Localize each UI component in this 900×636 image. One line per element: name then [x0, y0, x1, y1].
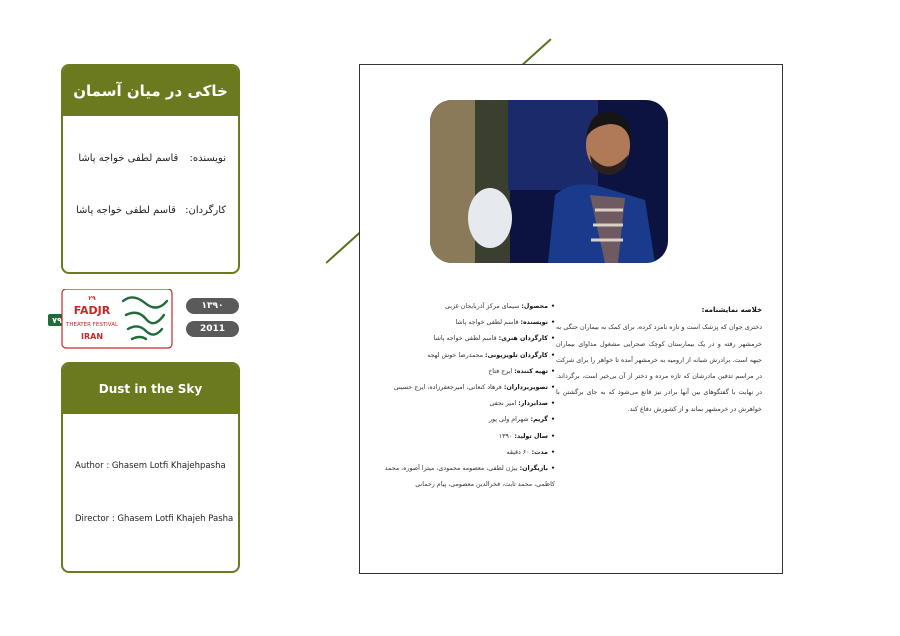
logo-subtitle: THEATER FESTIVAL	[65, 322, 119, 328]
credit-label: تهیه کننده:	[514, 367, 548, 375]
credit-label: کارگردان هنری:	[498, 335, 548, 343]
credit-value: ۶۰ دقیقه	[506, 448, 530, 456]
director-label: کارگردان:	[185, 205, 226, 216]
synopsis-title: خلاصه نمایشنامه:	[701, 306, 762, 314]
credit-value: ۱۳۹۰	[498, 432, 513, 440]
scene-photo-graphic	[430, 100, 668, 263]
credit-value: محمدرضا خوش لهجه	[427, 351, 484, 359]
credit-label: سال تولید:	[514, 432, 548, 440]
decorative-line	[520, 38, 551, 66]
credit-value: امیر نجفی	[489, 400, 517, 408]
credit-value: قاسم لطفی خواجه پاشا	[455, 319, 519, 327]
credit-item	[365, 348, 555, 364]
year-english-badge: 2011	[186, 321, 239, 337]
credit-value: قاسم لطفی خواجه پاشا	[433, 335, 497, 343]
credit-label: نویسنده:	[520, 319, 548, 327]
scene-photo	[430, 100, 668, 263]
persian-info-card	[61, 64, 240, 274]
english-title: Dust in the Sky	[63, 364, 238, 414]
author-label: نویسنده:	[189, 153, 226, 164]
credit-label: کارگردان تلویزیونی:	[485, 351, 548, 359]
credit-label: مدت:	[531, 448, 548, 456]
logo-graphic	[48, 289, 173, 349]
author-value: قاسم لطفی خواجه پاشا	[78, 153, 179, 164]
fadjr-festival-logo	[48, 289, 173, 349]
credit-item	[365, 315, 555, 331]
persian-title: خاکی در میان آسمان	[63, 66, 238, 116]
credit-label: گریم:	[530, 416, 548, 424]
credits-list	[365, 299, 555, 493]
credit-value: بیژن لطفی، معصومه محمودی، میترا آصوره، محمد کاظمی، محمد ثابت، فخرالدین معصومی، پیام رحمانی	[384, 465, 555, 489]
author-row	[73, 152, 226, 166]
credit-item	[365, 380, 555, 396]
credit-item	[365, 461, 555, 493]
credit-value: سیمای مرکز آذربایجان غربی	[444, 303, 520, 310]
credit-item	[365, 299, 555, 315]
credit-item	[365, 364, 555, 380]
decorative-line	[325, 231, 360, 263]
author-english: Author : Ghasem Lotfi Khajehpasha	[75, 461, 226, 471]
logo-country: IRAN	[80, 332, 104, 341]
english-info-card	[61, 362, 240, 573]
logo-edition: ۲۹	[88, 295, 96, 302]
credit-label: بازیگران:	[519, 465, 548, 473]
brochure-page	[359, 64, 783, 574]
credit-label: محصول:	[521, 303, 548, 310]
credit-value: فرهاد کنعانی، امیرجعفرزاده، ایرج حسینی	[393, 384, 502, 392]
synopsis-section	[556, 302, 762, 417]
director-row	[73, 204, 226, 218]
logo-badge: ۷۹	[52, 316, 62, 325]
logo-brand: FADJR	[73, 304, 111, 317]
credit-item	[365, 429, 555, 445]
credit-label: تصویربرداران:	[503, 384, 548, 392]
credit-item	[365, 396, 555, 412]
credit-label: صدابردار:	[518, 400, 548, 408]
year-persian-badge: ۱۳۹۰	[186, 298, 239, 314]
credit-value: شهرام ولی پور	[488, 416, 529, 424]
synopsis-text: دختری جوان که پزشک است و تازه نامزد کرده، برای کمک به بیماران جنگی به خرمشهر رفته و در یک بیمارستان کوچک صحرایی مشغول مداوای بیماران جبهه است. برادرش شبانه از ارومیه به خرمشهر آمده تا خواهر را برای شرکت در مراسم تدفین مادرشان که تازه مرده و دختر از آن بی‌خبر است، برگرداند. در نهایت با گفتگوهای بین آنها برادر نیز قانع می‌شود که به جای برگشتن با خواهرش در خرمشهر بماند و از کشورش دفاع کند.	[556, 323, 762, 413]
director-english: Director : Ghasem Lotfi Khajeh Pasha	[75, 514, 234, 524]
credit-item	[365, 331, 555, 347]
credit-item	[365, 412, 555, 428]
credit-value: ایرج فتاح	[488, 367, 513, 375]
director-value: قاسم لطفی خواجه پاشا	[75, 205, 176, 216]
credit-item	[365, 445, 555, 461]
